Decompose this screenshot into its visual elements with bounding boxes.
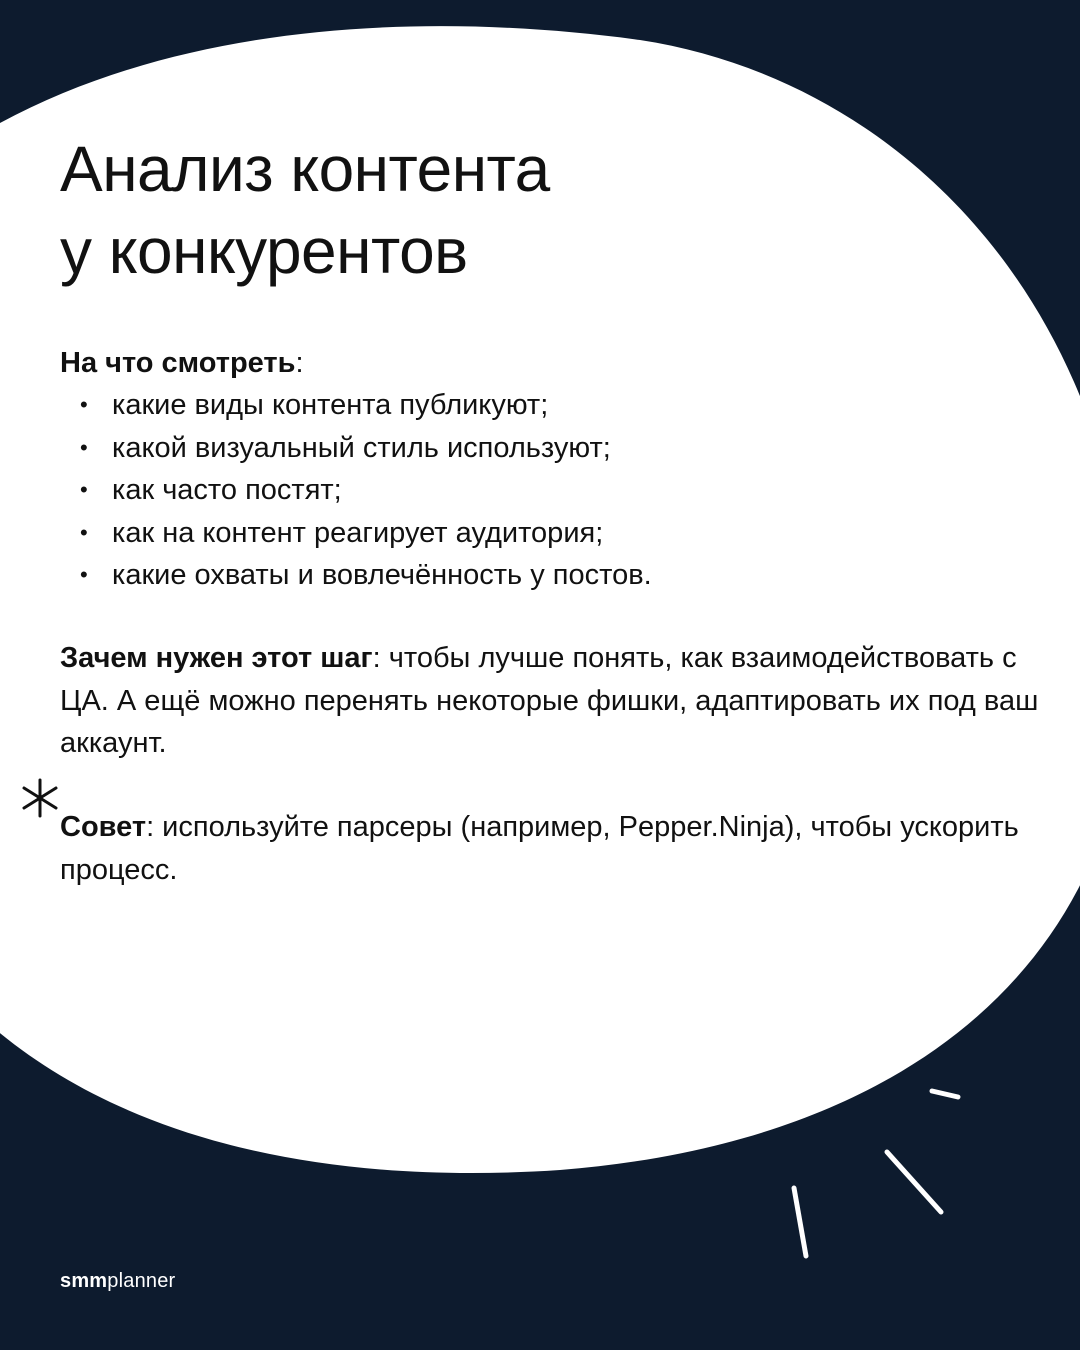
page-title: [60, 128, 550, 292]
tip-label: Совет: [60, 811, 147, 843]
what-to-look-heading: [60, 342, 304, 384]
what-to-look-suffix: :: [295, 347, 304, 379]
why-paragraph: [60, 637, 1040, 765]
list-item: • как часто постят;: [80, 469, 652, 512]
asterisk-icon: [18, 776, 62, 820]
list-item: • как на контент реагирует аудитория;: [80, 512, 652, 555]
bullet-icon: •: [80, 477, 88, 502]
list-item: • какие виды контента публикуют;: [80, 384, 652, 427]
title-line-1: Анализ контента: [60, 133, 550, 205]
bullet-icon: •: [80, 392, 88, 417]
bullet-icon: •: [80, 519, 88, 545]
title-line-2: у конкурентов: [60, 215, 468, 287]
why-text: : чтобы лучше понять, как взаимодействовать с ЦА. А ещё можно перенять некоторые фишки, адаптировать их под ваш аккаунт.: [60, 642, 1039, 759]
brand-logo: smmplanner: [60, 1270, 176, 1292]
spark-lines-icon: [760, 1060, 1000, 1280]
what-to-look-list: [80, 384, 652, 597]
bullet-icon: •: [80, 434, 88, 460]
list-item: • какой визуальный стиль используют;: [80, 427, 652, 470]
tip-paragraph: [60, 806, 1040, 891]
why-label: Зачем нужен этот шаг: [60, 642, 373, 674]
what-to-look-label: На что смотреть: [60, 347, 296, 379]
bullet-icon: •: [80, 562, 88, 587]
list-item: • какие охваты и вовлечённость у постов.: [80, 554, 652, 597]
tip-text: : используйте парсеры (например, Pepper.Ninja), чтобы ускорить процесс.: [60, 811, 1019, 886]
